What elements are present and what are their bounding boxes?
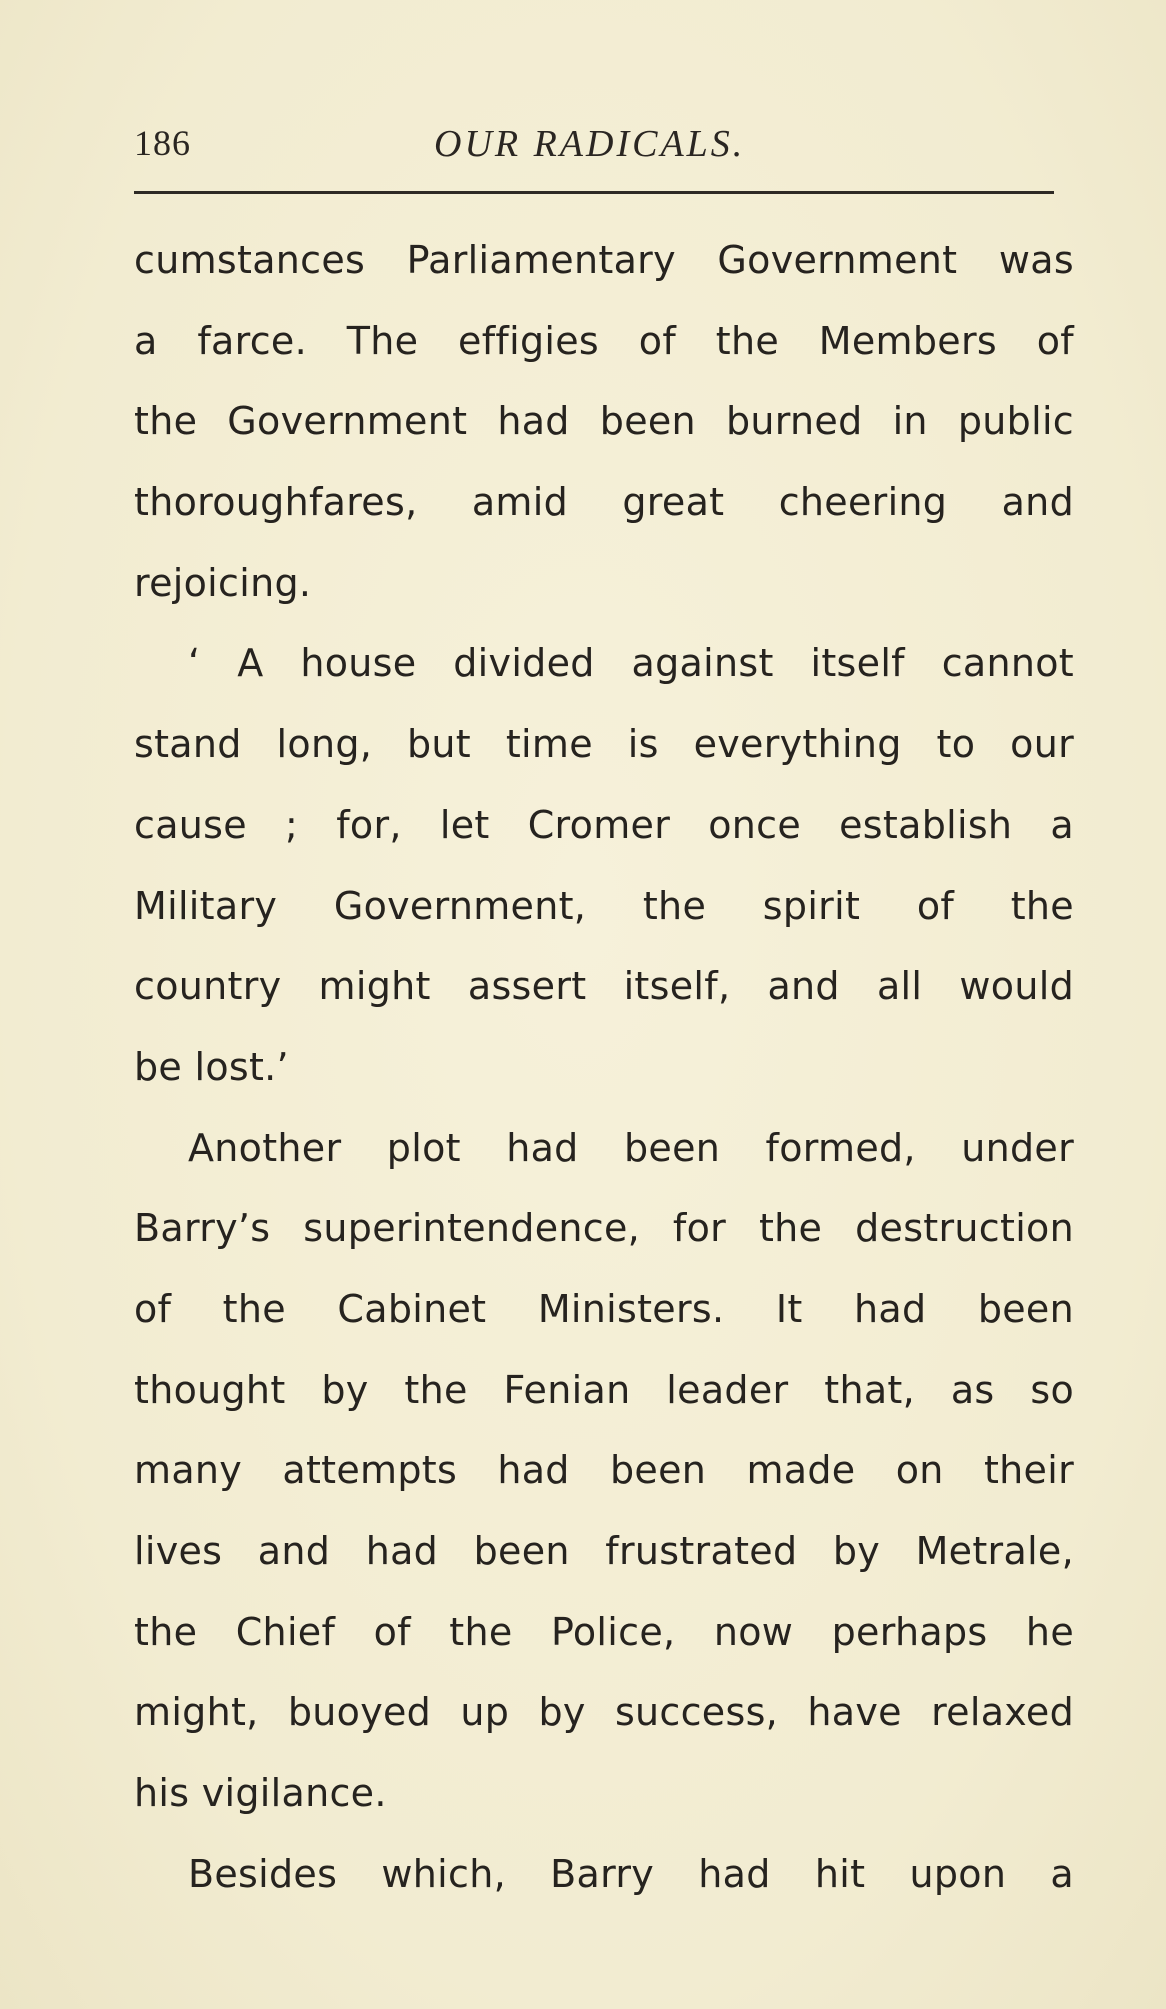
text-line: thought by the Fenian leader that, as so: [134, 1367, 1074, 1412]
text-line: a farce. The effigies of the Members of: [134, 318, 1074, 363]
header-rule: [134, 191, 1054, 194]
text-line: country might assert itself, and all would: [134, 964, 1074, 1009]
running-head: [134, 122, 1054, 170]
text-line: Besides which, Barry had hit upon a: [188, 1851, 1074, 1896]
body-text: [134, 220, 1074, 1914]
page-number: 186: [134, 123, 191, 163]
text-line: cause ; for, let Cromer once establish a: [134, 802, 1074, 847]
text-line: cumstances Parliamentary Government was: [134, 238, 1074, 282]
text-line: be lost.’: [134, 1044, 289, 1089]
running-title: OUR RADICALS.: [434, 123, 746, 165]
text-line: of the Cabinet Ministers. It had been: [134, 1286, 1074, 1331]
text-line: many attempts had been made on their: [134, 1448, 1074, 1493]
text-line: stand long, but time is everything to our: [134, 722, 1074, 767]
text-line: the Government had been burned in public: [134, 399, 1074, 444]
text-line: thoroughfares, amid great cheering and: [134, 480, 1074, 525]
text-line: his vigilance.: [134, 1771, 387, 1816]
text-line: Barry’s superintendence, for the destruction: [134, 1206, 1074, 1251]
text-line: rejoicing.: [134, 560, 312, 605]
text-line: might, buoyed up by success, have relaxed: [134, 1690, 1074, 1735]
text-line: Military Government, the spirit of the: [134, 883, 1074, 928]
text-line: the Chief of the Police, now perhaps he: [134, 1609, 1074, 1654]
text-line: ‘ A house divided against itself cannot: [188, 641, 1074, 686]
text-line: Another plot had been formed, under: [188, 1125, 1074, 1170]
text-line: lives and had been frustrated by Metrale,: [134, 1529, 1074, 1573]
